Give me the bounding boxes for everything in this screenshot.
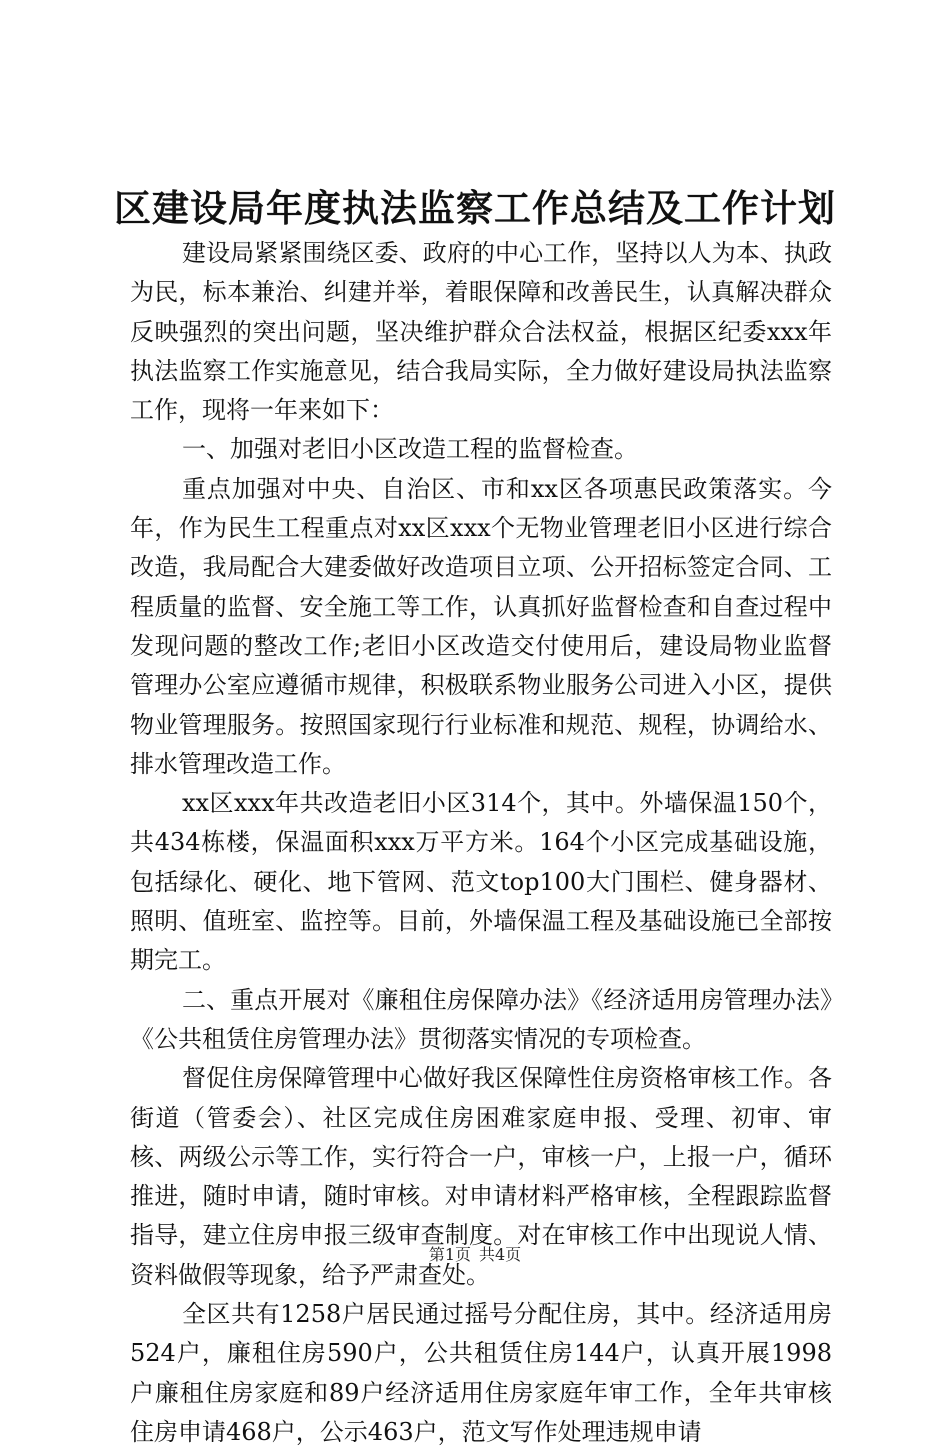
page-number-total: 共4页 (479, 1245, 522, 1264)
paragraph-housing-review: 督促住房保障管理中心做好我区保障性住房资格审核工作。各街道（管委会）、社区完成住房困难家庭申报、受理、初审、审核、两级公示等工作，实行符合一户，审核一户，上报一户，循环推进，随时申请，随时审核。对申请材料严格审核，全程跟踪监督指导，建立住房申报三级审查制度。对在审核工作中出现说人情、资料做假等现象，给予严肃查处。 (130, 1064, 832, 1289)
document-title: 区建设局年度执法监察工作总结及工作计划 (114, 186, 836, 230)
paragraph-housing-stats: 全区共有1258户居民通过摇号分配住房，其中。经济适用房524户，廉租住房590户，公共租赁住房144户，认真开展1998户廉租住房家庭和89户经济适用住房家庭年审工作，全年共审核住房申请468户，公示463户，范文写作处理违规申请 (130, 1300, 832, 1446)
section-heading-1: 一、加强对老旧小区改造工程的监督检查。 (182, 435, 638, 464)
paragraph-renovation: 重点加强对中央、自治区、市和xx区各项惠民政策落实。今年，作为民生工程重点对xx区xxx个无物业管理老旧小区进行综合改造，我局配合大建委做好改造项目立项、公开招标签定合同、工程质量的监督、安全施工等工作，认真抓好监督检查和自查过程中发现问题的整改工作;老旧小区改造交付使用后，建设局物业监督管理办公室应遵循市规律，积极联系物业服务公司进入小区，提供物业管理服务。按照国家现行行业标准和规范、规程，协调给水、排水管理改造工作。 (130, 474, 832, 778)
page-footer (0, 1244, 950, 1266)
paragraph-intro: 建设局紧紧围绕区委、政府的中心工作，坚持以人为本、执政为民，标本兼治、纠建并举，着眼保障和改善民生，认真解决群众反映强烈的突出问题，坚决维护群众合法权益，根据区纪委xxx年执法监察工作实施意见，结合我局实际，全力做好建设局执法监察工作，现将一年来如下： (130, 239, 832, 425)
section-heading-2: 二、重点开展对《廉租住房保障办法》《经济适用房管理办法》《公共租赁住房管理办法》贯彻落实情况的专项检查。 (130, 985, 832, 1053)
paragraph-renovation-stats: xx区xxx年共改造老旧小区314个，其中。外墙保温150个，共434栋楼，保温面积xxx万平方米。164个小区完成基础设施，包括绿化、硬化、地下管网、范文top100大门围栏、健身器材、照明、值班室、监控等。目前，外墙保温工程及基础设施已全部按期完工。 (130, 789, 832, 975)
document-body (130, 234, 832, 1452)
page-number-current: 第1页 (428, 1245, 471, 1264)
